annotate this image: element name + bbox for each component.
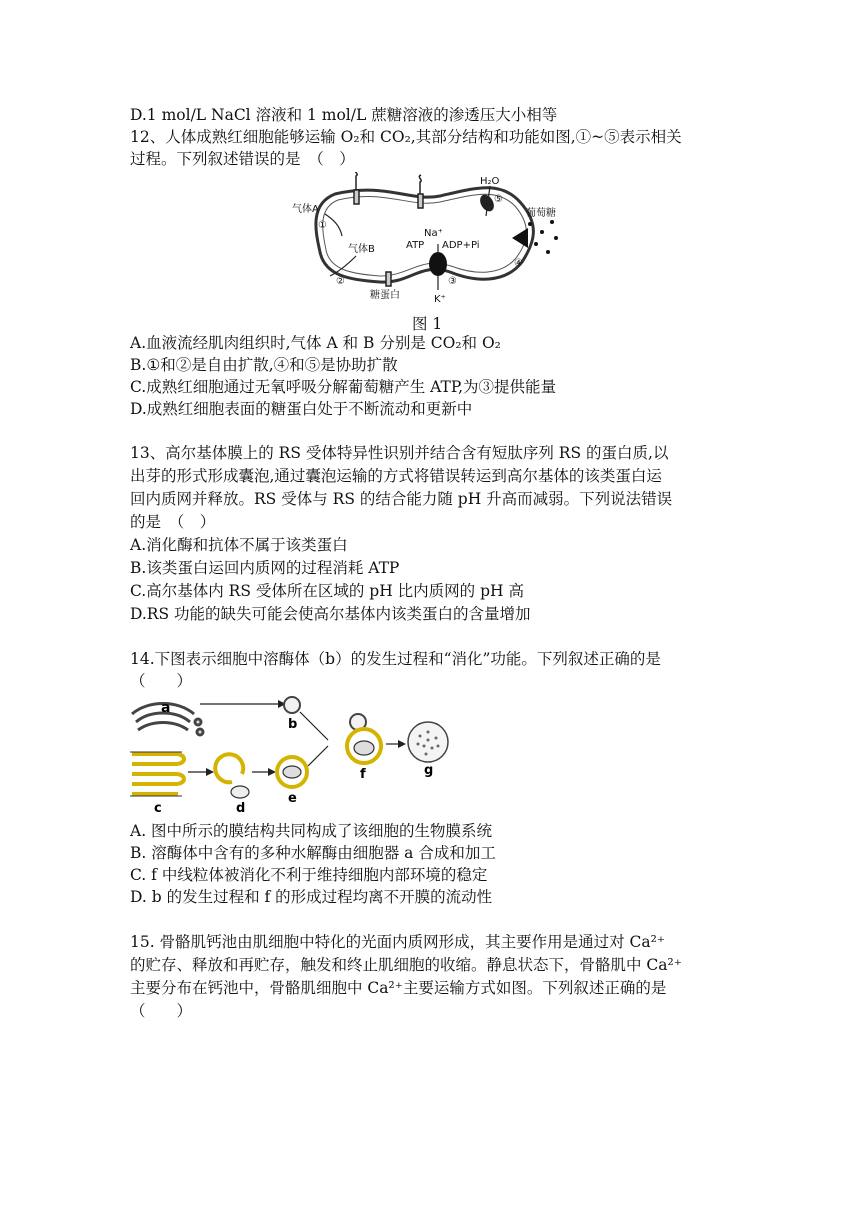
- q11-option-d: D.1 mol/L NaCl 溶液和 1 mol/L 蔗糖溶液的渗透压大小相等: [130, 106, 558, 124]
- q13-stem-line1: 13、高尔基体膜上的 RS 受体特异性识别并结合含有短肽序列 RS 的蛋白质,以: [130, 444, 669, 462]
- lysosome-figure: [128, 692, 468, 814]
- glycoprotein-top-mid: [418, 175, 423, 208]
- label-d: d: [236, 801, 246, 814]
- glucose-carrier: [512, 228, 528, 248]
- arrow-e-to-f: [308, 746, 328, 766]
- label-c: c: [154, 801, 162, 814]
- endoplasmic-reticulum-c: [132, 754, 184, 794]
- q12-option-d: D.成熟红细胞表面的糖蛋白处于不断流动和更新中: [130, 400, 473, 418]
- q14-option-a: A. 图中所示的膜结构共同构成了该细胞的生物膜系统: [130, 822, 493, 840]
- q12-stem-line1: 12、人体成熟红细胞能够运输 O₂和 CO₂,其部分结构和功能如图,①~⑤表示相关: [130, 128, 682, 146]
- label-gas-b: 气体B: [348, 244, 375, 255]
- label-c2: ②: [336, 276, 345, 287]
- label-glycoprotein: 糖蛋白: [370, 290, 400, 301]
- label-c4: ④: [514, 258, 523, 269]
- q15-stem-line4: （ ）: [130, 1002, 193, 1020]
- label-k: K⁺: [434, 294, 446, 305]
- forming-vesicle-d: [215, 754, 243, 782]
- na-k-pump: [429, 252, 447, 276]
- label-a: a: [161, 700, 171, 716]
- label-b: b: [288, 717, 298, 732]
- glycoprotein-bottom: [386, 272, 391, 286]
- q14-stem-line2: （ ）: [130, 672, 193, 690]
- label-f: f: [360, 767, 366, 782]
- q15-stem-line2: 的贮存、释放和再贮存，触发和终止肌细胞的收缩。静息状态下，骨骼肌中 Ca²⁺: [130, 956, 682, 974]
- label-c5: ⑤: [494, 194, 503, 205]
- q12-option-a: A.血液流经肌肉组织时,气体 A 和 B 分别是 CO₂和 O₂: [130, 334, 501, 352]
- label-c3: ③: [448, 276, 457, 287]
- q13-option-c: C.高尔基体内 RS 受体所在区域的 pH 比内质网的 pH 高: [130, 582, 524, 600]
- q13-stem-line4: 的是 （ ）: [130, 513, 216, 531]
- red-blood-cell-figure: [290, 172, 560, 308]
- label-atp: ATP: [406, 240, 425, 251]
- arrow-gas-a: [325, 214, 342, 236]
- q15-stem-line1: 15. 骨骼肌钙池由肌细胞中特化的光面内质网形成，其主要作用是通过对 Ca²⁺: [130, 933, 666, 951]
- q12-stem-line2: 过程。下列叙述错误的是 （ ）: [130, 150, 355, 168]
- label-g: g: [424, 763, 434, 778]
- mitochondrion-d: [231, 786, 249, 798]
- q12-option-b: B.①和②是自由扩散,④和⑤是协助扩散: [130, 356, 398, 374]
- q14-option-b: B. 溶酶体中含有的多种水解酶由细胞器 a 合成和加工: [130, 844, 496, 862]
- q13-stem-line3: 回内质网并释放。RS 受体与 RS 的结合能力随 pH 升高而减弱。下列说法错误: [130, 490, 673, 508]
- arrow-b-to-f: [300, 712, 328, 740]
- label-glucose: 葡萄糖: [526, 208, 556, 219]
- q13-option-b: B.该类蛋白运回内质网的过程消耗 ATP: [130, 559, 400, 577]
- q13-stem-line2: 出芽的形式形成囊泡,通过囊泡运输的方式将错误转运到高尔基体的该类蛋白运: [130, 467, 662, 485]
- label-adp-pi: ADP+Pi: [442, 240, 480, 251]
- glycoprotein-top-left: [354, 172, 359, 204]
- q14-stem-line1: 14.下图表示细胞中溶酶体（b）的发生过程和“消化”功能。下列叙述正确的是: [130, 650, 661, 668]
- label-e: e: [288, 791, 297, 806]
- q15-stem-line3: 主要分布在钙池中，骨骼肌细胞中 Ca²⁺主要运输方式如图。下列叙述正确的是: [130, 979, 667, 997]
- label-gas-a: 气体A: [292, 204, 319, 215]
- label-water: H₂O: [480, 176, 500, 187]
- q14-option-d: D. b 的发生过程和 f 的形成过程均离不开膜的流动性: [130, 888, 493, 906]
- lysosome-b: [284, 697, 300, 713]
- q13-option-a: A.消化酶和抗体不属于该类蛋白: [130, 536, 348, 554]
- q12-figure-caption: 图 1: [412, 315, 443, 333]
- q12-option-c: C.成熟红细胞通过无氧呼吸分解葡萄糖产生 ATP,为③提供能量: [130, 378, 557, 396]
- label-na: Na⁺: [424, 228, 443, 239]
- label-c1: ①: [318, 220, 327, 231]
- q13-option-d: D.RS 功能的缺失可能会使高尔基体内该类蛋白的含量增加: [130, 605, 531, 623]
- residual-body-g: [408, 722, 448, 762]
- q14-option-c: C. f 中线粒体被消化不利于维持细胞内部环境的稳定: [130, 866, 488, 884]
